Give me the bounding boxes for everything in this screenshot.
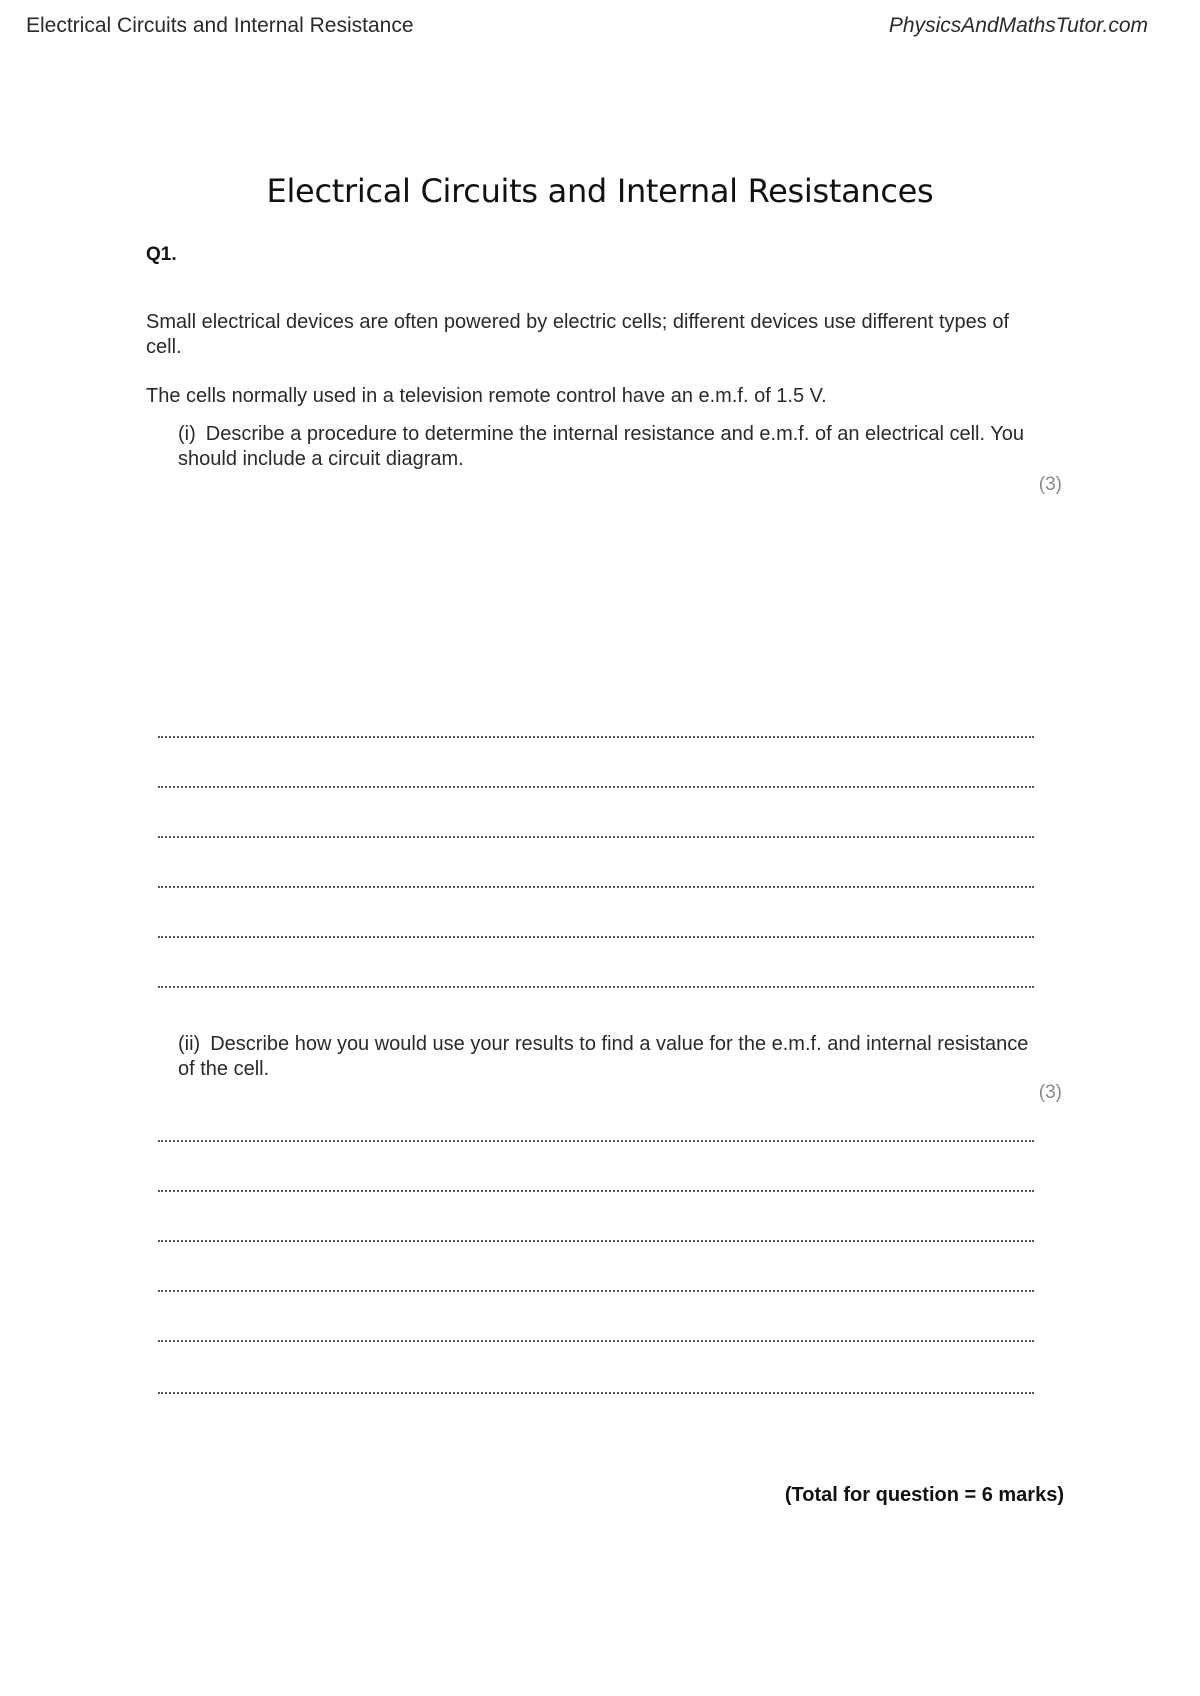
answer-line[interactable] xyxy=(158,1240,1034,1242)
answer-line[interactable] xyxy=(158,1140,1034,1142)
total-marks: (Total for question = 6 marks) xyxy=(784,1484,1064,1506)
part-ii-label: (ii) xyxy=(178,1033,201,1055)
answer-line[interactable] xyxy=(158,936,1034,938)
part-ii-text: Describe how you would use your results to find a value for the e.m.f. and internal resistance of the cell. xyxy=(178,1033,1029,1080)
answer-line[interactable] xyxy=(158,1392,1034,1394)
answer-line[interactable] xyxy=(158,736,1034,738)
part-i-text: Describe a procedure to determine the internal resistance and e.m.f. of an electrical cell. You should include a circuit diagram. xyxy=(178,423,1024,470)
question-number: Q1. xyxy=(146,244,177,265)
answer-line[interactable] xyxy=(158,1340,1034,1342)
answer-line[interactable] xyxy=(158,836,1034,838)
answer-line[interactable] xyxy=(158,786,1034,788)
part-ii-marks: (3) xyxy=(1038,1082,1062,1103)
part-i-marks: (3) xyxy=(1038,474,1062,495)
part-ii-prompt xyxy=(178,1032,1046,1082)
part-i-label: (i) xyxy=(178,423,196,445)
answer-line[interactable] xyxy=(158,1190,1034,1192)
running-header-title: Electrical Circuits and Internal Resistance xyxy=(26,14,414,37)
answer-line[interactable] xyxy=(158,886,1034,888)
question-intro-emf: The cells normally used in a television remote control have an e.m.f. of 1.5 V. xyxy=(146,385,827,407)
answer-line[interactable] xyxy=(158,1290,1034,1292)
running-header-site: PhysicsAndMathsTutor.com xyxy=(888,14,1148,37)
part-i-prompt xyxy=(178,422,1046,472)
answer-line[interactable] xyxy=(158,986,1034,988)
question-intro-paragraph: Small electrical devices are often powered by electric cells; different devices use different types of cell. xyxy=(146,311,1010,358)
page-title: Electrical Circuits and Internal Resistances xyxy=(266,172,934,210)
